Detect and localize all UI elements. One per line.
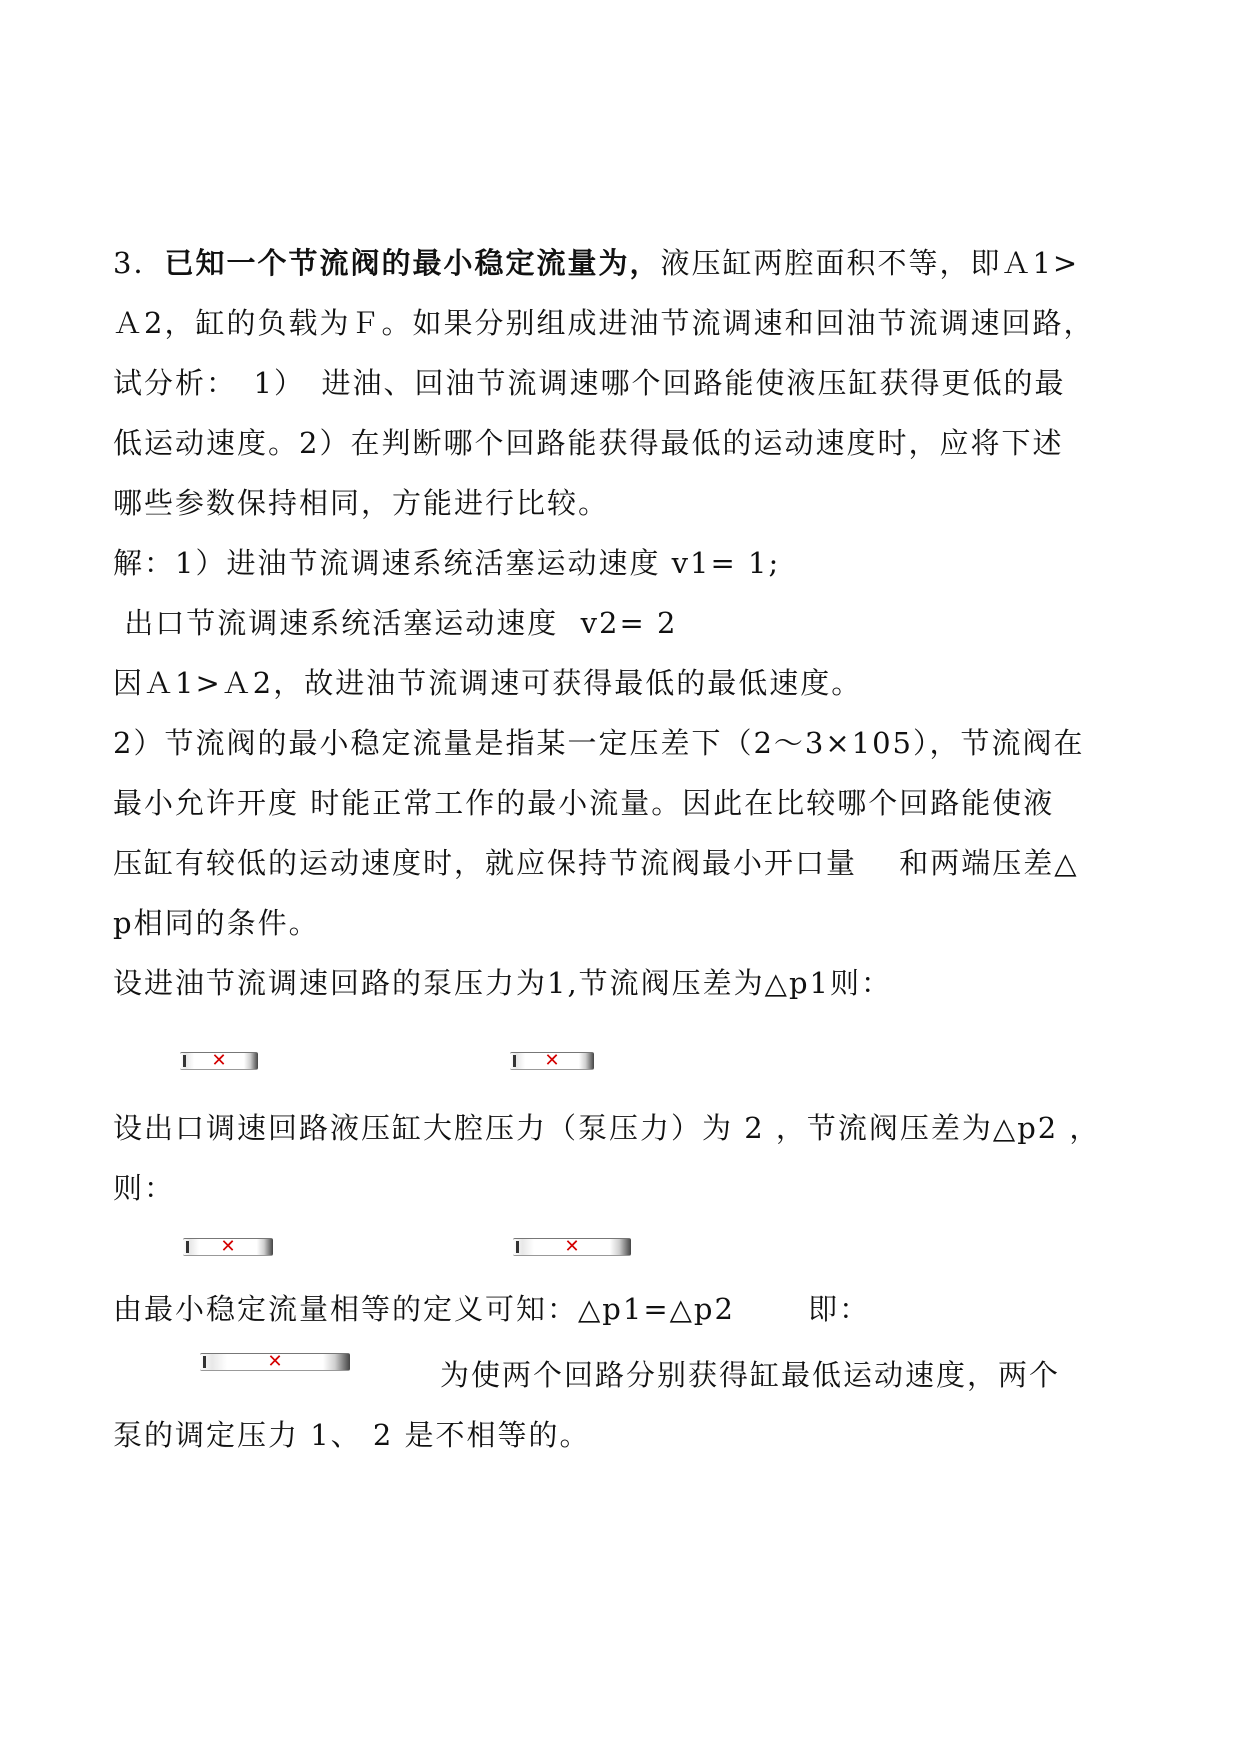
broken-image-icon: ✕: [267, 1351, 283, 1372]
question-line-5: 哪些参数保持相同，方能进行比较。: [113, 486, 610, 520]
question-line-2: Ａ2，缸的负载为Ｆ。如果分别组成进油节流调速和回油节流调速回路，: [113, 306, 1095, 340]
question-text: 液压缸两腔面积不等，即Ａ1>: [660, 246, 1080, 280]
broken-image-icon: ✕: [544, 1050, 560, 1071]
broken-image-icon: ✕: [564, 1236, 580, 1257]
answer-line-2: 出口节流调速系统活塞运动速度 v2= 2: [113, 606, 678, 640]
question-number: 3．: [113, 246, 165, 280]
broken-image-icon: ✕: [220, 1236, 236, 1257]
broken-formula-image: [513, 1238, 631, 1256]
broken-image-icon: ✕: [211, 1050, 227, 1071]
answer-line-1: 解：1）进油节流调速系统活塞运动速度 v1= 1;: [113, 546, 781, 580]
answer-line-4: 2）节流阀的最小稳定流量是指某一定压差下（2～3×105），节流阀在: [113, 726, 1085, 760]
broken-formula-image: [510, 1052, 594, 1070]
broken-formula-image: [180, 1052, 258, 1070]
answer-line-6: 压缸有较低的运动速度时，就应保持节流阀最小开口量 和两端压差△: [113, 846, 1079, 880]
question-line-3: 试分析： 1） 进油、回油节流调速哪个回路能使液压缸获得更低的最: [113, 366, 1066, 400]
answer-line-9: 设出口调速回路液压缸大腔压力（泵压力）为 2 ，节流阀压差为△p2 ，: [113, 1111, 1101, 1145]
answer-line-13: 泵的调定压力 1、 2 是不相等的。: [113, 1418, 591, 1452]
answer-line-5: 最小允许开度 时能正常工作的最小流量。因此在比较哪个回路能使液: [113, 786, 1055, 820]
question-bold-text: 已知一个节流阀的最小稳定流量为，: [164, 246, 661, 280]
answer-line-8: 设进油节流调速回路的泵压力为1,节流阀压差为△p1则：: [113, 966, 892, 1000]
broken-formula-image: [200, 1353, 350, 1371]
question-line-4: 低运动速度。2）在判断哪个回路能获得最低的运动速度时，应将下述: [113, 426, 1064, 460]
answer-line-11: 由最小稳定流量相等的定义可知：△p1=△p2 即：: [113, 1292, 871, 1326]
answer-line-10: 则：: [113, 1171, 176, 1205]
answer-line-3: 因Ａ1>Ａ2，故进油节流调速可获得最低的最低速度。: [113, 666, 863, 700]
answer-line-7: p相同的条件。: [113, 906, 320, 940]
answer-line-12: 为使两个回路分别获得缸最低运动速度，两个: [440, 1358, 1061, 1392]
broken-formula-image: [183, 1238, 273, 1256]
question-line-1: [113, 243, 1079, 283]
